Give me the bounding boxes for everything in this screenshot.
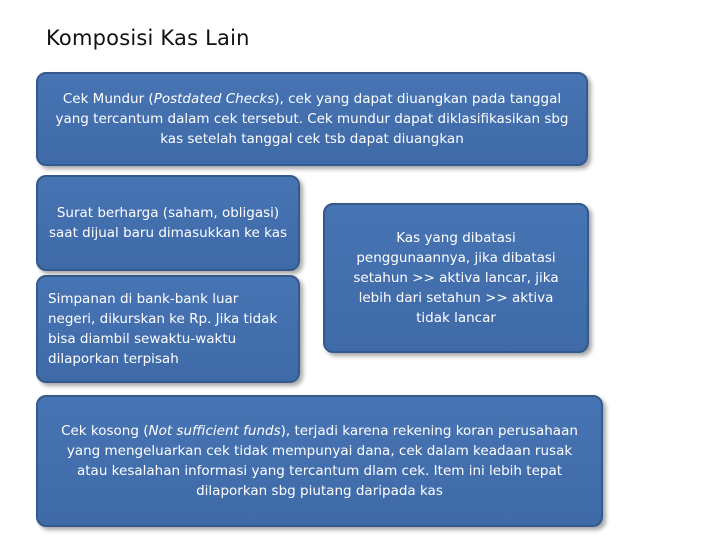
bounced-checks-box	[36, 395, 603, 527]
foreign-deposits-text: Simpanan di bank-bank luar negeri, dikurskan ke Rp. Jika tidak bisa diambil sewaktu-waktu dilaporkan terpisah	[48, 291, 278, 367]
bounced-checks-term: Not sufficient funds	[148, 423, 281, 439]
bounced-checks-text-post: ), terjadi karena rekening koran perusahaan yang mengeluarkan cek tidak mempunyai dana, cek dalam keadaan rusak atau kesalahan informasi yang tercantum dlam cek. Item ini lebih tepat dilaporkan sbg piutang daripada kas	[66, 423, 578, 499]
postdated-checks-box	[36, 72, 588, 166]
restricted-cash-text: Kas yang dibatasi penggunaannya, jika dibatasi setahun >> aktiva lancar, jika lebih dari setahun >> aktiva tidak lancar	[353, 230, 559, 326]
bounced-checks-text-pre: Cek kosong (	[61, 423, 149, 439]
restricted-cash-box	[323, 203, 589, 353]
securities-text: Surat berharga (saham, obligasi) saat dijual baru dimasukkan ke kas	[48, 205, 288, 241]
postdated-checks-text-pre: Cek Mundur (	[62, 91, 154, 107]
slide-title: Komposisi Kas Lain	[46, 26, 250, 50]
postdated-checks-text-post: ), cek yang dapat diuangkan pada tanggal yang tercantum dalam cek tersebut. Cek mundur dapat diklasifikasikan sbg kas setelah tanggal cek tsb dapat diuangkan	[55, 91, 569, 147]
postdated-checks-term: Postdated Checks	[153, 91, 275, 107]
foreign-deposits-box	[36, 275, 300, 383]
securities-box	[36, 175, 300, 271]
bounced-checks-text	[52, 421, 587, 501]
postdated-checks-text	[50, 89, 574, 149]
